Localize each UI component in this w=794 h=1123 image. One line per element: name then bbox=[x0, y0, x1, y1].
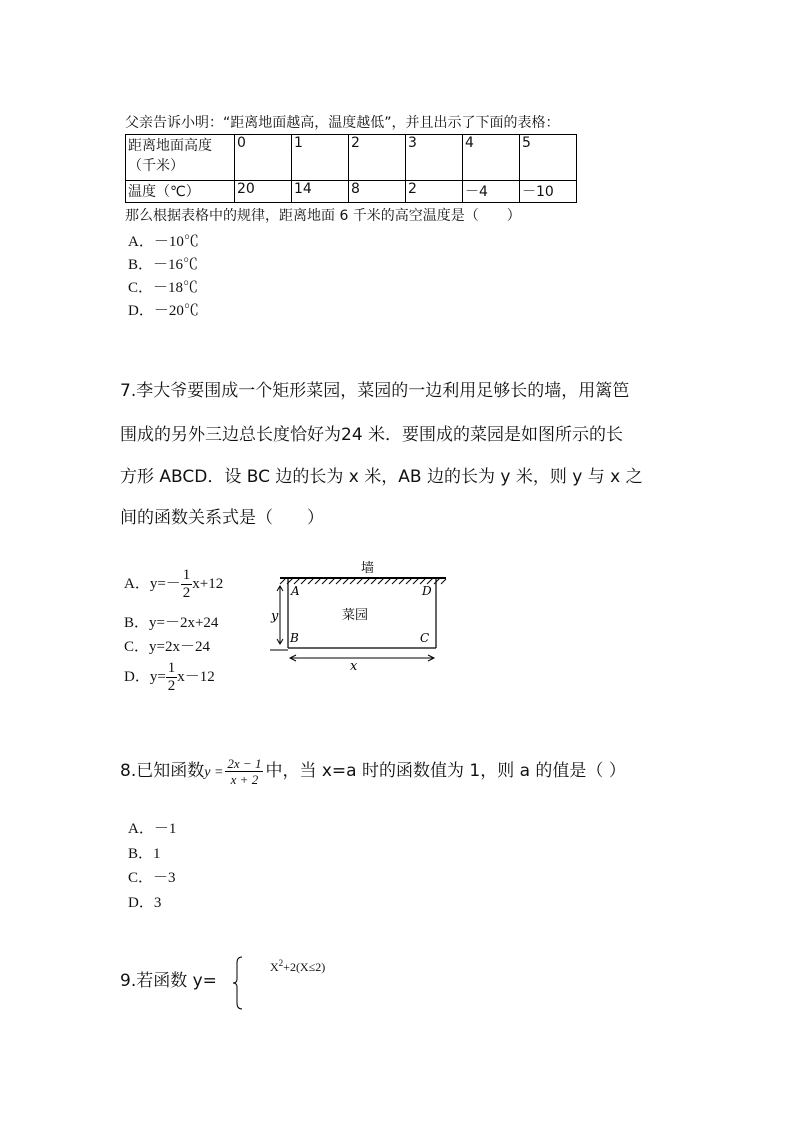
label-y: y bbox=[271, 609, 279, 624]
q7-line2: 围成的另外三边总长度恰好为24 米．要围成的菜园是如图所示的长 bbox=[120, 425, 624, 445]
fraction: $\frac{2x - 1}{x + 2}$ bbox=[227, 755, 262, 787]
table-cell: 2 bbox=[406, 181, 463, 203]
q7-line4: 间的函数关系式是（ ） bbox=[120, 508, 324, 528]
q7-option-a: A．y=－ $\frac{1}{2}$ x+12 bbox=[124, 567, 224, 601]
piecewise-brace bbox=[232, 955, 244, 1011]
q6-table-row1-header: 距离地面高度 （千米） bbox=[126, 135, 235, 181]
table-cell: 14 bbox=[292, 181, 349, 203]
q6-option-a: A．－10℃ bbox=[128, 234, 199, 250]
q9-case1: $X^2+2(X\le 2)$ bbox=[270, 958, 326, 974]
q6-option-d: D．－20℃ bbox=[128, 303, 199, 319]
table-cell: 0 bbox=[235, 135, 292, 181]
q7-line1: 7.李大爷要围成一个矩形菜园，菜园的一边利用足够长的墙，用篱笆 bbox=[120, 381, 630, 401]
label-a: A bbox=[291, 584, 300, 598]
label-d: D bbox=[422, 584, 432, 598]
fraction: $\frac{1}{2}$ bbox=[182, 567, 191, 601]
label-x: x bbox=[350, 659, 358, 673]
q7-option-d: D．y= $\frac{1}{2}$ x－12 bbox=[124, 660, 215, 694]
table-cell: 5 bbox=[520, 135, 577, 181]
table-cell: 3 bbox=[406, 135, 463, 181]
q7-line3: 方形 ABCD．设 BC 边的长为 x 米，AB 边的长为 y 米，则 y 与 x 之 bbox=[120, 467, 643, 487]
q6-option-b: B．－16℃ bbox=[128, 257, 199, 273]
q8-option-a: A．－1 bbox=[128, 821, 177, 837]
q6-intro: 父亲告诉小明：“距离地面越高，温度越低”，并且出示了下面的表格： bbox=[125, 115, 560, 131]
q8-option-d: D．3 bbox=[128, 895, 162, 911]
q8-option-b: B．1 bbox=[128, 846, 161, 862]
q7-option-c: C．y=2x－24 bbox=[124, 639, 210, 655]
q6-question: 那么根据表格中的规律，距离地面 6 千米的高空温度是（ ） bbox=[125, 208, 521, 224]
table-cell: －4 bbox=[463, 181, 520, 203]
label-c: C bbox=[420, 631, 430, 645]
q6-option-c: C．－18℃ bbox=[128, 280, 199, 296]
q9-prefix: 9.若函数 y= bbox=[120, 971, 217, 991]
q7-option-b: B．y=－2x+24 bbox=[124, 615, 219, 631]
label-b: B bbox=[290, 631, 299, 645]
fraction: $\frac{1}{2}$ bbox=[167, 660, 176, 694]
wall-label: 墙 bbox=[361, 561, 375, 576]
table-cell: 4 bbox=[463, 135, 520, 181]
table-cell: 1 bbox=[292, 135, 349, 181]
garden-label: 菜园 bbox=[342, 608, 369, 623]
q6-table bbox=[125, 134, 577, 203]
table-cell: －10 bbox=[520, 181, 577, 203]
garden-figure bbox=[266, 558, 451, 673]
table-cell: 8 bbox=[349, 181, 406, 203]
table-cell: 20 bbox=[235, 181, 292, 203]
q8-line: 8.已知函数y = $\frac{2x - 1}{x + 2}$ 中，当 x=a 时的函数值为 1，则 a 的值是（ ） bbox=[120, 755, 626, 787]
q8-option-c: C．－3 bbox=[128, 870, 176, 886]
table-cell: 2 bbox=[349, 135, 406, 181]
q6-table-row2-header: 温度（℃） bbox=[126, 181, 235, 203]
